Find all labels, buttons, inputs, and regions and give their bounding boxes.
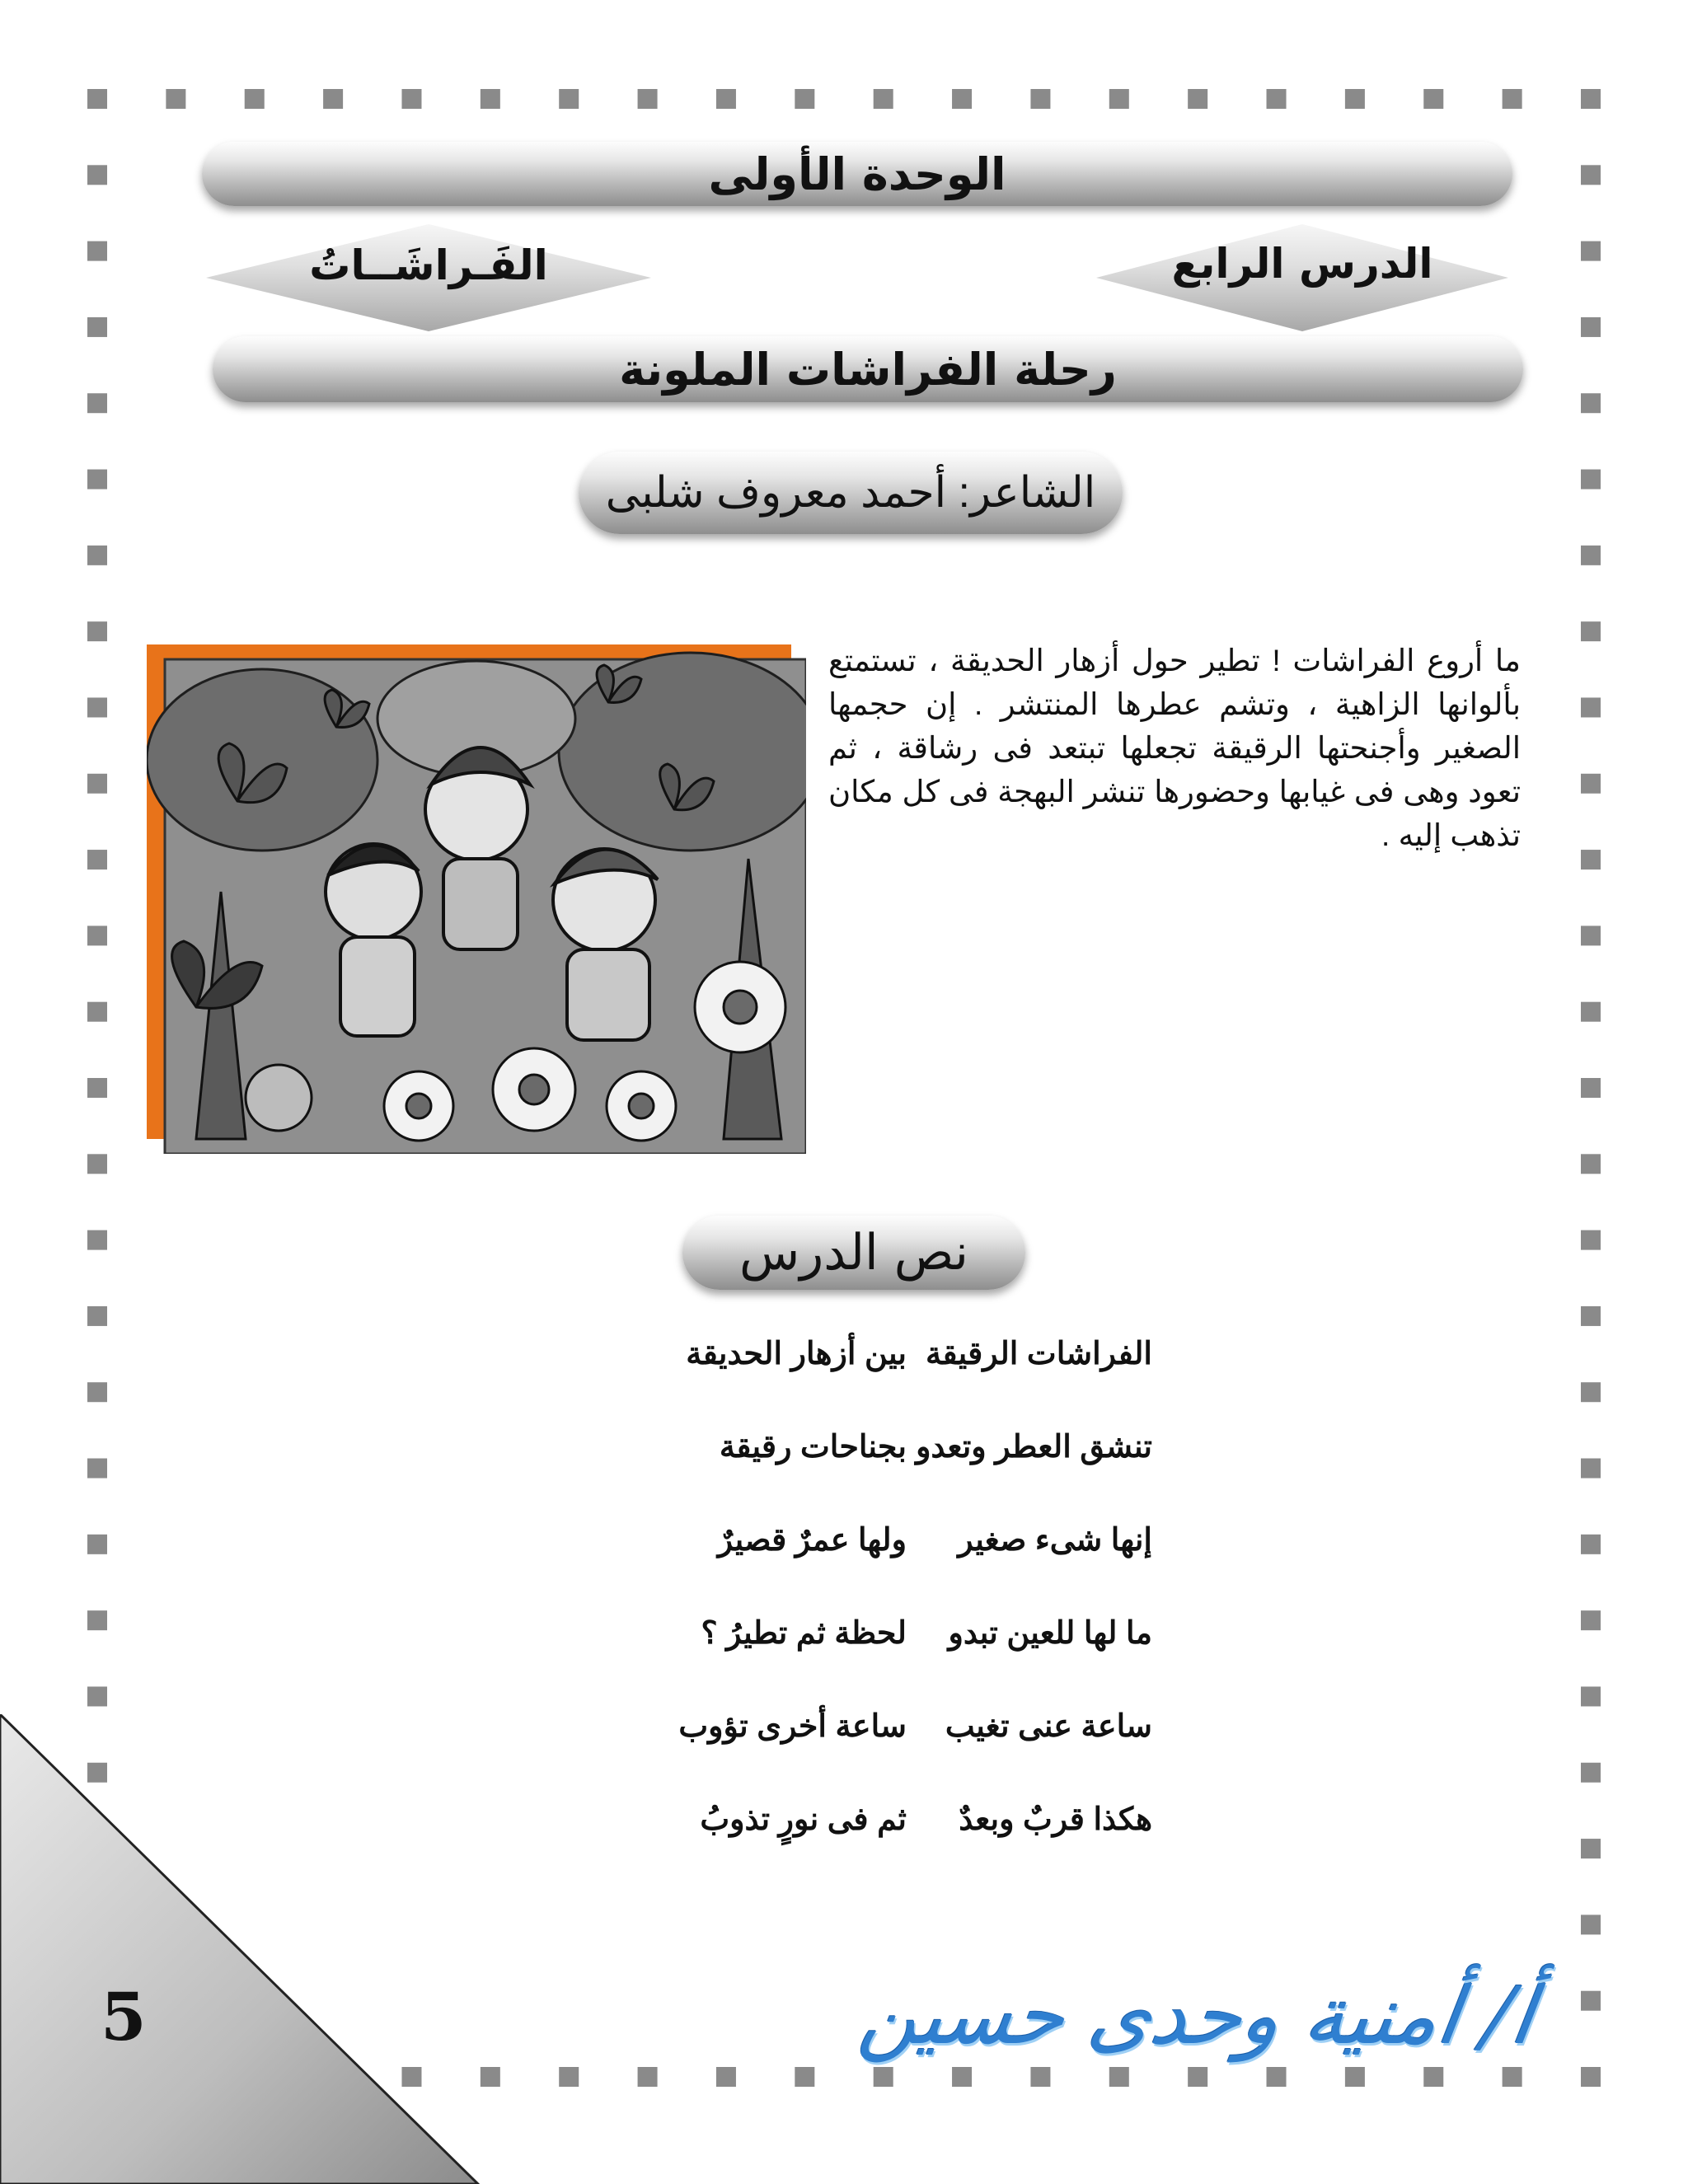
border-square — [481, 89, 500, 109]
border-square — [952, 89, 972, 109]
intro-paragraph: ما أروع الفراشات ! تطير حول أزهار الحديقة ، تستمتع بألوانها الزاهية ، وتشم عطرها المنتشر . إن حجمها الصغير وأجنحتها الرقيقة تجعلها تبتعد فى رشاقة ، ثم تعود وهى فى غيابها وحضورها تنشر البهجة فى كل مكان تذهب إليه . — [828, 644, 1521, 852]
border-square — [87, 89, 107, 109]
poem-verse — [462, 1708, 1203, 1765]
border-square — [87, 1230, 107, 1250]
border-square — [1581, 1078, 1601, 1098]
border-square — [87, 1154, 107, 1174]
border-square — [1345, 89, 1365, 109]
border-square — [1030, 89, 1050, 109]
border-square — [323, 89, 343, 109]
poem-verse — [462, 1615, 1203, 1672]
border-square — [1581, 1306, 1601, 1326]
poet-name: الشاعر: أحمد معروف شلبى — [605, 469, 1096, 517]
verse-first-hemistich: ما لها للعين تبدو — [948, 1616, 1152, 1651]
corner-triangle-decoration — [0, 1714, 495, 2184]
border-square — [1581, 1915, 1601, 1934]
border-square — [1581, 1002, 1601, 1022]
border-square — [874, 89, 893, 109]
unit-title-banner — [202, 142, 1512, 206]
border-square — [87, 774, 107, 794]
poem-verse — [462, 1801, 1203, 1858]
border-square — [716, 2067, 736, 2087]
border-square — [87, 621, 107, 641]
poem-verse — [462, 1428, 1203, 1486]
author-signature: أ/ أمنية وحدى حسين — [854, 1970, 1540, 2062]
border-square — [87, 241, 107, 261]
border-square — [87, 926, 107, 945]
border-square — [166, 89, 185, 109]
border-square — [1581, 1535, 1601, 1554]
border-square — [245, 89, 265, 109]
border-square — [795, 89, 814, 109]
border-square — [87, 317, 107, 337]
border-square — [795, 2067, 814, 2087]
verse-second-hemistich: ثم فى نورٍ تذوبُ — [700, 1802, 907, 1837]
children-butterflies-illustration — [147, 644, 806, 1154]
verse-first-hemistich: الفراشات الرقيقة — [926, 1337, 1152, 1371]
unit-title: الوحدة الأولى — [708, 148, 1006, 200]
page-number: 5 — [101, 1978, 147, 2055]
verse-first-hemistich: هكذا قربٌ وبعدٌ — [959, 1802, 1152, 1837]
border-square — [1581, 621, 1601, 641]
border-square — [1581, 1763, 1601, 1783]
border-square — [1581, 1459, 1601, 1479]
border-square — [87, 697, 107, 717]
border-square — [1581, 697, 1601, 717]
poet-banner — [579, 452, 1123, 534]
border-square — [87, 1459, 107, 1479]
border-square — [559, 89, 579, 109]
border-square — [87, 1078, 107, 1098]
lesson-number-label: الدرس الرابع — [1171, 239, 1433, 288]
border-square — [87, 1306, 107, 1326]
border-square — [638, 2067, 658, 2087]
border-square — [1581, 1610, 1601, 1630]
border-square — [1581, 241, 1601, 261]
border-square — [87, 393, 107, 413]
border-square — [1581, 850, 1601, 869]
border-square — [87, 1610, 107, 1630]
verse-second-hemistich: ساعة أخرى تؤوب — [678, 1709, 907, 1744]
verse-first-hemistich: تنشق العطر وتعدو — [916, 1430, 1152, 1465]
border-square — [1267, 89, 1287, 109]
border-square — [1581, 89, 1601, 109]
lesson-text-heading: نص الدرس — [739, 1224, 968, 1282]
border-square — [87, 850, 107, 869]
border-square — [1581, 1686, 1601, 1706]
border-square — [1188, 89, 1207, 109]
border-square — [1581, 2067, 1601, 2087]
border-square — [1423, 89, 1443, 109]
border-square — [1581, 317, 1601, 337]
verse-first-hemistich: إنها شىء صغير — [958, 1523, 1152, 1558]
border-square — [87, 165, 107, 185]
border-square — [87, 1686, 107, 1706]
verse-second-hemistich: بين أزهار الحديقة — [686, 1337, 907, 1371]
verse-second-hemistich: ولها عمرٌ قصيرٌ — [717, 1523, 907, 1558]
border-square — [1503, 89, 1522, 109]
border-square — [1581, 393, 1601, 413]
border-square — [87, 470, 107, 490]
verse-second-hemistich: لحظة ثم تطيرُ ؟ — [701, 1616, 907, 1651]
verse-second-hemistich: بجناحات رقيقة — [719, 1430, 907, 1465]
border-square — [638, 89, 658, 109]
poem-verse — [462, 1335, 1203, 1393]
theme-label: الفَـراشَــاتُ — [309, 241, 548, 289]
border-square — [1581, 774, 1601, 794]
lesson-title: رحلة الفراشات الملونة — [619, 343, 1117, 396]
border-square — [559, 2067, 579, 2087]
border-square — [87, 1382, 107, 1402]
lesson-title-banner — [213, 336, 1523, 402]
border-square — [1581, 1230, 1601, 1250]
border-square — [1581, 165, 1601, 185]
border-square — [401, 89, 421, 109]
border-square — [87, 1002, 107, 1022]
border-square — [1581, 1839, 1601, 1858]
border-square — [716, 89, 736, 109]
border-square — [1581, 1991, 1601, 2011]
border-square — [1581, 926, 1601, 945]
verse-first-hemistich: ساعة عنى تغيب — [945, 1709, 1152, 1744]
border-square — [1581, 1154, 1601, 1174]
lesson-text-heading-banner — [682, 1216, 1025, 1290]
border-square — [1581, 470, 1601, 490]
border-square — [1581, 1382, 1601, 1402]
border-square — [1109, 89, 1129, 109]
border-square — [1581, 546, 1601, 565]
border-square — [87, 1535, 107, 1554]
poem-verse — [462, 1521, 1203, 1579]
border-square — [87, 546, 107, 565]
